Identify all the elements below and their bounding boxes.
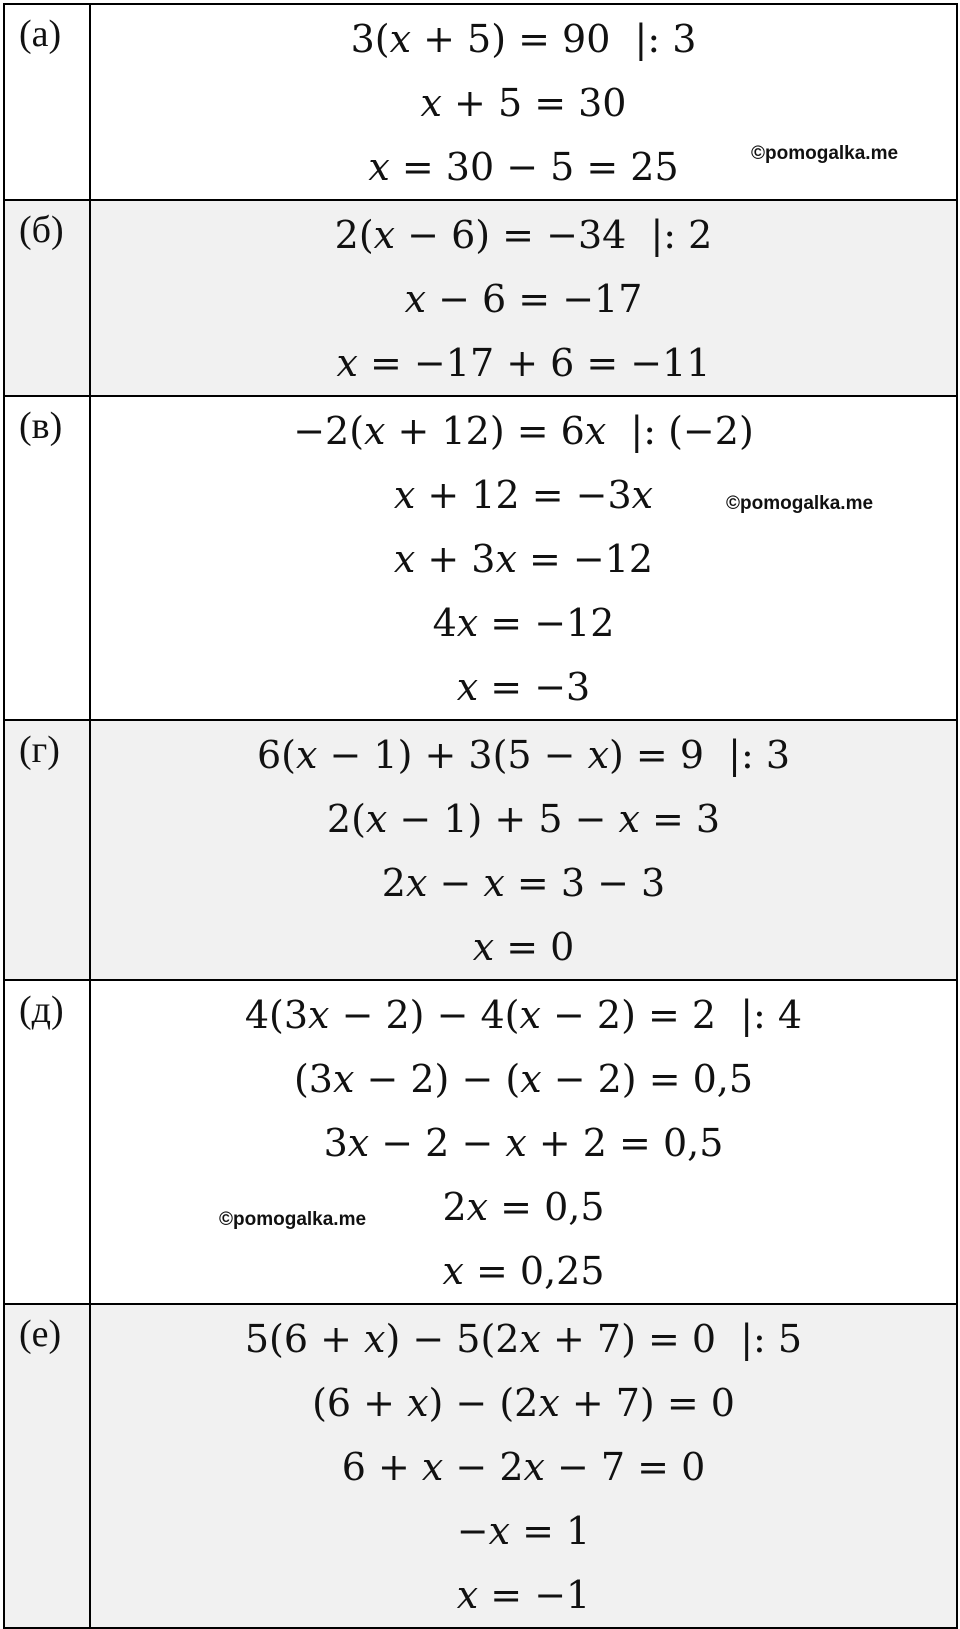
row-label: (е) <box>4 1304 90 1628</box>
equation-line: (6 + 𝑥) − (2𝑥 + 7) = 0 <box>312 1381 735 1425</box>
equation-line: 2(𝑥 − 6) = −34 |: 2 <box>334 213 713 257</box>
equation-line: −𝑥 = 1 <box>456 1509 591 1553</box>
row-label: (б) <box>4 200 90 396</box>
equation-cell <box>90 720 957 980</box>
equation-cell <box>90 396 957 720</box>
row-label: (г) <box>4 720 90 980</box>
watermark: ©pomogalka.me <box>726 493 874 514</box>
watermark: ©pomogalka.me <box>219 1209 367 1230</box>
equation-line: 6 + 𝑥 − 2𝑥 − 7 = 0 <box>341 1445 706 1489</box>
equation-line: 4𝑥 = −12 <box>432 601 615 645</box>
equation-cell <box>90 1304 957 1628</box>
row-label: (а) <box>4 4 90 200</box>
row-e <box>4 1304 957 1628</box>
equation-line: 4(3𝑥 − 2) − 4(𝑥 − 2) = 2 |: 4 <box>244 993 803 1037</box>
row-v <box>4 396 957 720</box>
equation-line: 5(6 + 𝑥) − 5(2𝑥 + 7) = 0 |: 5 <box>244 1317 803 1361</box>
solutions-table <box>3 3 958 1629</box>
equation-line: 𝑥 + 12 = −3𝑥 <box>393 473 654 517</box>
row-label: (в) <box>4 396 90 720</box>
row-b <box>4 200 957 396</box>
equation-cell <box>90 200 957 396</box>
equation-line: 2𝑥 = 0,5 <box>442 1185 605 1229</box>
equation-line: 𝑥 = 0,25 <box>442 1249 605 1293</box>
row-d <box>4 980 957 1304</box>
equation-line: 𝑥 = −1 <box>456 1573 591 1617</box>
equation-line: 𝑥 = 0 <box>472 925 575 969</box>
equation-line: 3𝑥 − 2 − 𝑥 + 2 = 0,5 <box>323 1121 724 1165</box>
equation-line: 6(𝑥 − 1) + 3(5 − 𝑥) = 9 |: 3 <box>256 733 791 777</box>
watermark: ©pomogalka.me <box>751 143 899 164</box>
equation-cell <box>90 980 957 1304</box>
equation-line: 2(𝑥 − 1) + 5 − 𝑥 = 3 <box>326 797 721 841</box>
equation-cell <box>90 4 957 200</box>
equation-line: −2(𝑥 + 12) = 6𝑥 |: (−2) <box>293 409 754 453</box>
row-label: (д) <box>4 980 90 1304</box>
equation-line: 3(𝑥 + 5) = 90 |: 3 <box>350 17 697 61</box>
equation-line: 2𝑥 − 𝑥 = 3 − 3 <box>381 861 666 905</box>
equation-line: 𝑥 − 6 = −17 <box>404 277 643 321</box>
equation-line: 𝑥 + 5 = 30 <box>420 81 627 125</box>
equation-line: 𝑥 = −3 <box>456 665 591 709</box>
equation-line: (3𝑥 − 2) − (𝑥 − 2) = 0,5 <box>293 1057 754 1101</box>
row-g <box>4 720 957 980</box>
equation-line: 𝑥 + 3𝑥 = −12 <box>393 537 654 581</box>
equation-line: 𝑥 = 30 − 5 = 25 <box>368 145 679 189</box>
equation-line: 𝑥 = −17 + 6 = −11 <box>336 341 711 385</box>
row-a <box>4 4 957 200</box>
